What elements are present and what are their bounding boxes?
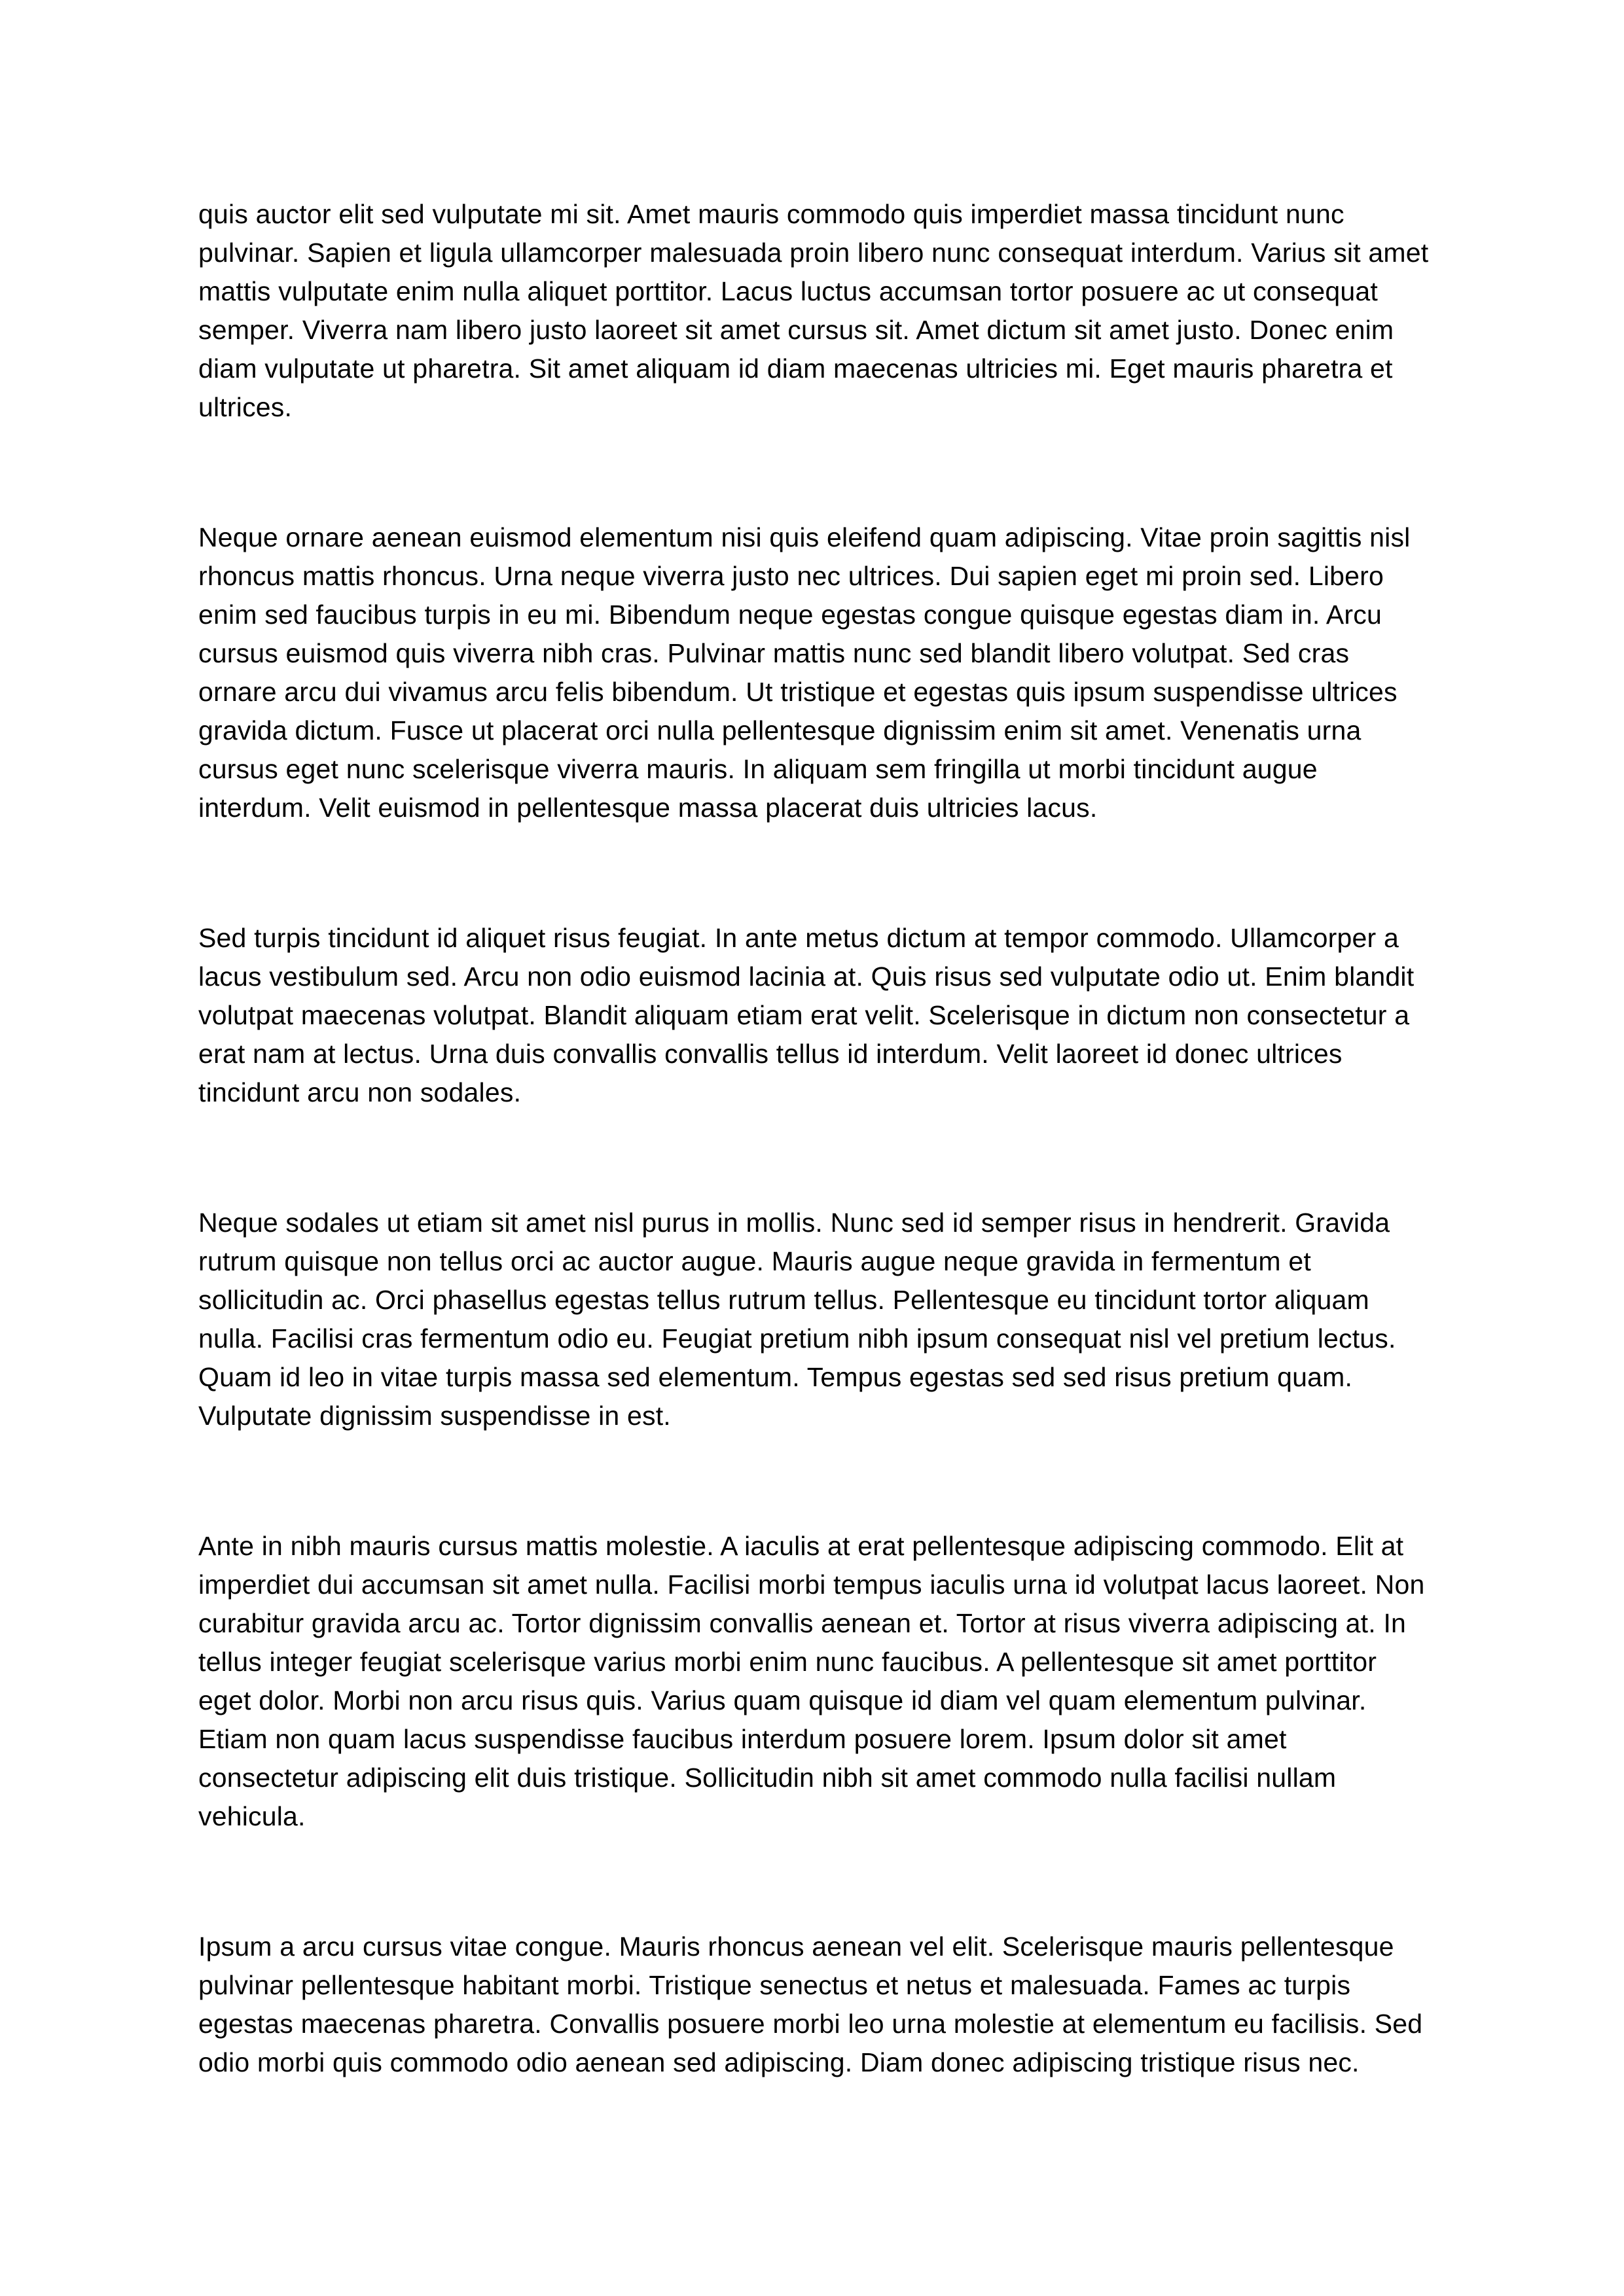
document-text-body bbox=[198, 195, 1430, 2082]
paragraph-6: Ipsum a arcu cursus vitae congue. Mauris rhoncus aenean vel elit. Scelerisque mauris pellentesque pulvinar pellentesque habitant morbi. Tristique senectus et netus et malesuada. Fames ac turpis egestas maecenas pharetra. Convallis posuere morbi leo urna molestie at elementum eu facilisis. Sed odio morbi quis commodo odio aenean sed adipiscing. Diam donec adipiscing tristique risus nec. bbox=[198, 1931, 1423, 2077]
paragraph-5: Ante in nibh mauris cursus mattis molestie. A iaculis at erat pellentesque adipiscing commodo. Elit at imperdiet dui accumsan sit amet nulla. Facilisi morbi tempus iaculis urna id volutpat lacus laoreet. Non curabitur gravida arcu ac. Tortor dignissim convallis aenean et. Tortor at risus viverra adipiscing at. In tellus integer feugiat scelerisque varius morbi enim nunc faucibus. A pellentesque sit amet porttitor eget dolor. Morbi non arcu risus quis. Varius quam quisque id diam vel quam elementum pulvinar. Etiam non quam lacus suspendisse faucibus interdum posuere lorem. Ipsum dolor sit amet consectetur adipiscing elit duis tristique. Sollicitudin nibh sit amet commodo nulla facilisi nullam vehicula. bbox=[198, 1531, 1425, 1831]
paragraph-4: Neque sodales ut etiam sit amet nisl purus in mollis. Nunc sed id semper risus in hendrerit. Gravida rutrum quisque non tellus orci ac auctor augue. Mauris augue neque gravida in fermentum et sollicitudin ac. Orci phasellus egestas tellus rutrum tellus. Pellentesque eu tincidunt tortor aliquam nulla. Facilisi cras fermentum odio eu. Feugiat pretium nibh ipsum consequat nisl vel pretium lectus. Quam id leo in vitae turpis massa sed elementum. Tempus egestas sed sed risus pretium quam. Vulputate dignissim suspendisse in est. bbox=[198, 1208, 1396, 1431]
paragraph-1: quis auctor elit sed vulputate mi sit. Amet mauris commodo quis imperdiet massa tincidunt nunc pulvinar. Sapien et ligula ullamcorper malesuada proin libero nunc consequat interdum. Varius sit amet mattis vulputate enim nulla aliquet porttitor. Lacus luctus accumsan tortor posuere ac ut consequat semper. Viverra nam libero justo laoreet sit amet cursus sit. Amet dictum sit amet justo. Donec enim diam vulputate ut pharetra. Sit amet aliquam id diam maecenas ultricies mi. Eget mauris pharetra et ultrices. bbox=[198, 199, 1429, 422]
paragraph-2: Neque ornare aenean euismod elementum nisi quis eleifend quam adipiscing. Vitae proin sagittis nisl rhoncus mattis rhoncus. Urna neque viverra justo nec ultrices. Dui sapien eget mi proin sed. Libero enim sed faucibus turpis in eu mi. Bibendum neque egestas congue quisque egestas diam in. Arcu cursus euismod quis viverra nibh cras. Pulvinar mattis nunc sed blandit libero volutpat. Sed cras ornare arcu dui vivamus arcu felis bibendum. Ut tristique et egestas quis ipsum suspendisse ultrices gravida dictum. Fusce ut placerat orci nulla pellentesque dignissim enim sit amet. Venenatis urna cursus eget nunc scelerisque viverra mauris. In aliquam sem fringilla ut morbi tincidunt augue interdum. Velit euismod in pellentesque massa placerat duis ultricies lacus. bbox=[198, 522, 1411, 823]
paragraph-3: Sed turpis tincidunt id aliquet risus feugiat. In ante metus dictum at tempor commodo. Ullamcorper a lacus vestibulum sed. Arcu non odio euismod lacinia at. Quis risus sed vulputate odio ut. Enim blandit volutpat maecenas volutpat. Blandit aliquam etiam erat velit. Scelerisque in dictum non consectetur a erat nam at lectus. Urna duis convallis convallis tellus id interdum. Velit laoreet id donec ultrices tincidunt arcu non sodales. bbox=[198, 923, 1415, 1107]
